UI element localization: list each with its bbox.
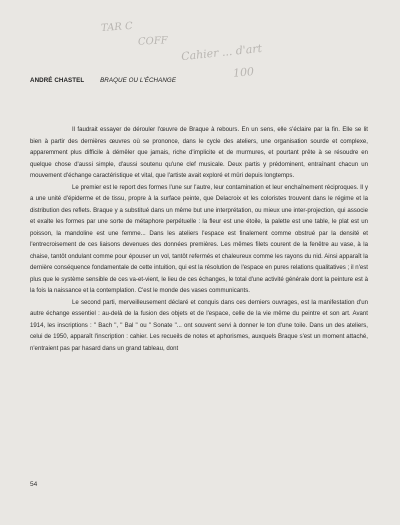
pencil-note: 100 bbox=[232, 65, 255, 80]
article-title: BRAQUE OU L'ÉCHANGE bbox=[100, 77, 177, 84]
paragraph: Le premier est le report des formes l'une sur l'autre, leur contamination et leur enchaînement réciproques. Il y a une unité d'épiderme et de tissu, propre à la surface peinte, que Delacroix et les coloristes trouvent dans le régime et la distribution des reflets. Braque y a substitué dans un même but une interprétation, ou mieux une inter-projection, qui associe et exalte les formes par une sorte de métaphore perpétuelle : la fleur est une étoile, la palette est une table, le plat est un poisson, la mandoline est une femme... Dans les ateliers l'espace est finalement comme obstrué par la densité et l'entrecroisement de ces liaisons devenues des données premières. Les mêmes filets courent de la fenêtre au vase, à la chaise, tantôt ondulant comme pour épouser un vol, tantôt refermés et chaleureux comme les rayons du nid. Ainsi apparaît la dernière conséquence fondamentale de cette intuition, qui est la résolution de l'espace en pures relations qualitatives ; il n'est plus que le système sensible de ces va-et-vient, le lieu de ces échanges, le total d'une activité générale dont la peinture est à la fois la naissance et la contemplation. C'est le monde des vases communicants. bbox=[30, 183, 368, 294]
article-body bbox=[30, 124, 368, 354]
pencil-note: Cahier ... d'art bbox=[180, 41, 263, 64]
paragraph: Le second parti, merveilleusement déclaré et conquis dans ces derniers ouvrages, est la manifestation d'un autre échange essentiel : au-delà de la fusion des objets et de l'espace, celle de la vie même du peintre et son art. Avant 1914, les inscriptions : " Bach ", " Bal " ou " Sonate "... ont souvent servi à donner le ton d'une toile. Dans un des ateliers, celui de 1950, apparaît l'inscription : cahier. Les recueils de notes et aphorismes, auxquels Braque s'est un moment attaché, n'entraient pas par hasard dans un grand tableau, dont bbox=[30, 298, 368, 352]
page-number: 54 bbox=[30, 481, 38, 488]
paragraph: Il faudrait essayer de dérouler l'œuvre de Braque à rebours. En un sens, elle s'éclaire par la fin. Elle se lit bien à partir des dernières œuvres où se prononce, dans le cycle des ateliers, une organisation sourde et complexe, apparemment plus difficile à démêler que jamais, riche d'implicite et de murmures, et pourtant prête à se résoudre en quelque chose d'aussi simple, d'aussi soutenu qu'une clef musicale. Deux partis y prédominent, entraînant chacun un mouvement d'échange caractéristique et vital, que l'artiste avait exploré et mûri depuis longtemps. bbox=[30, 126, 368, 179]
pencil-note: TAR C bbox=[100, 20, 134, 35]
pencil-note: COFF bbox=[137, 35, 169, 48]
article-header bbox=[30, 77, 176, 84]
author-name: ANDRÉ CHASTEL bbox=[30, 77, 85, 84]
